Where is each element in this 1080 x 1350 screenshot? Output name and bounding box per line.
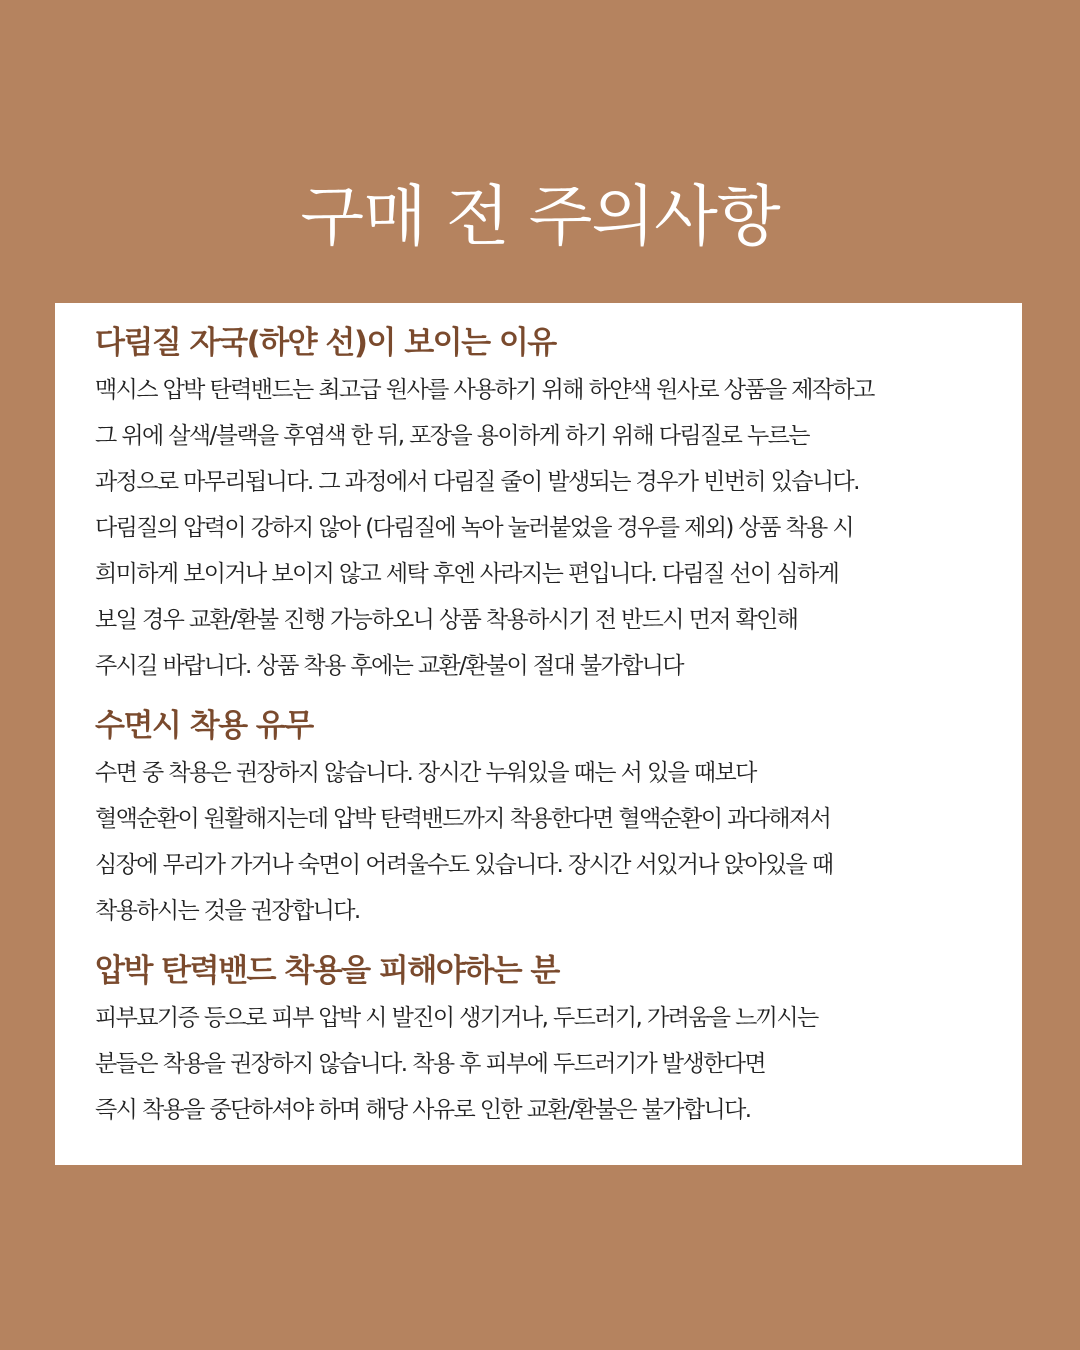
section-body (95, 367, 992, 689)
body-line: 즉시 착용을 중단하셔야 하며 해당 사유로 인한 교환/환불은 불가합니다. (95, 1097, 751, 1123)
body-line: 희미하게 보이거나 보이지 않고 세탁 후엔 사라지는 편입니다. 다림질 선이 심하게 (95, 561, 839, 587)
body-line: 과정으로 마무리됩니다. 그 과정에서 다림질 줄이 발생되는 경우가 빈번히 있습니다. (95, 469, 859, 495)
body-line: 피부묘기증 등으로 피부 압박 시 발진이 생기거나, 두드러기, 가려움을 느끼시는 (95, 1005, 818, 1031)
body-line: 그 위에 살색/블랙을 후염색 한 뒤, 포장을 용이하게 하기 위해 다림질로 누르는 (95, 423, 809, 449)
body-line: 주시길 바랍니다. 상품 착용 후에는 교환/환불이 절대 불가합니다 (95, 653, 683, 679)
section-heading: 압박 탄력밴드 착용을 피해야하는 분 (95, 953, 559, 989)
section-heading: 수면시 착용 유무 (95, 708, 313, 744)
notice-card (55, 303, 1022, 1165)
page-title: 구매 전 주의사항 (300, 178, 780, 255)
body-line: 보일 경우 교환/환불 진행 가능하오니 상품 착용하시기 전 반드시 먼저 확인해 (95, 607, 798, 633)
section-sleep-wear (95, 704, 992, 934)
section-who-should-avoid (95, 949, 992, 1133)
section-heading: 다림질 자국(하얀 선)이 보이는 이유 (95, 325, 556, 361)
section-ironing-marks (95, 321, 992, 689)
body-line: 착용하시는 것을 권장합니다. (95, 898, 360, 924)
section-body (95, 750, 992, 934)
body-line: 혈액순환이 원활해지는데 압박 탄력밴드까지 착용한다면 혈액순환이 과다해져서 (95, 806, 831, 832)
body-line: 맥시스 압박 탄력밴드는 최고급 원사를 사용하기 위해 하얀색 원사로 상품을 제작하고 (95, 377, 874, 403)
body-line: 다림질의 압력이 강하지 않아 (다림질에 녹아 눌러붙었을 경우를 제외) 상품 착용 시 (95, 515, 853, 541)
section-body (95, 995, 992, 1133)
body-line: 분들은 착용을 권장하지 않습니다. 착용 후 피부에 두드러기가 발생한다면 (95, 1051, 765, 1077)
body-line: 수면 중 착용은 권장하지 않습니다. 장시간 누워있을 때는 서 있을 때보다 (95, 760, 756, 786)
body-line: 심장에 무리가 가거나 숙면이 어려울수도 있습니다. 장시간 서있거나 앉아있을 때 (95, 852, 833, 878)
